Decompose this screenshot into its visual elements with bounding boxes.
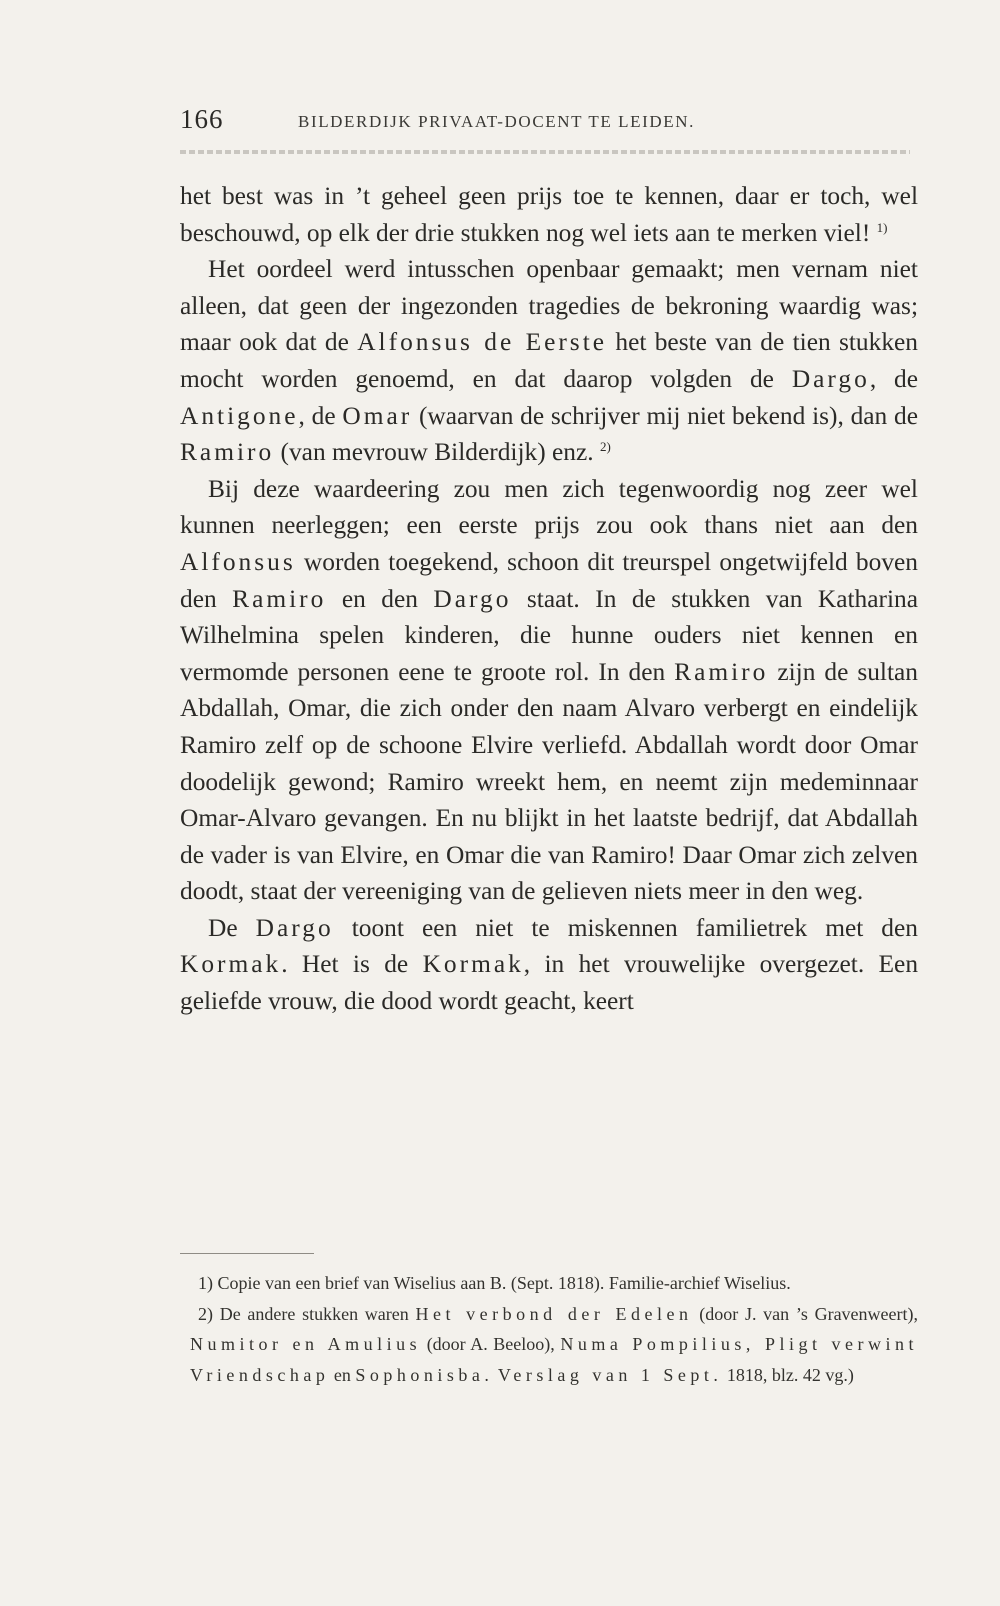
text-run: . Het is de bbox=[281, 950, 409, 979]
text-run: en den bbox=[341, 584, 418, 613]
body-text bbox=[180, 178, 918, 1020]
paragraph-1 bbox=[180, 178, 918, 251]
title-omar: Omar bbox=[342, 401, 413, 430]
footnote-2 bbox=[190, 1299, 918, 1391]
title-numitor: Numitor en Amulius bbox=[190, 1334, 422, 1354]
text-run: Het oordeel werd intusschen openbaar gemaakt; men vernam niet alleen, dat geen der ingezonden tragedies de bekroning waardig was; maar ook dat de bbox=[180, 255, 918, 357]
text-run: zijn de sultan Abdallah, Omar, die zich onder den naam Alvaro verbergt en eindelijk Ramiro zelf op de schoone Elvire verliefd. Abdallah wordt door Omar doodelijk gewond; Ramiro wreekt hem, en neemt zijn medeminnaar Omar-Alvaro gevangen. En nu blijkt in het laatste bedrijf, dat Abdallah de vader is van Elvire, en Omar die van Ramiro! Daar Omar zich zelven doodt, staat der vereeniging van de gelieven niets meer in den weg. bbox=[180, 657, 918, 906]
title-antigone: Antigone bbox=[180, 401, 299, 430]
title-kormak: Kormak bbox=[422, 950, 524, 979]
text-run: Bij deze waardeering zou men zich tegenwoordig nog zeer wel kunnen neerleggen; een eerste prijs zou ook thans niet aan den bbox=[180, 474, 918, 540]
title-alfonsus: Alfonsus de Eerste bbox=[357, 328, 608, 357]
title-dargo: Dargo bbox=[433, 584, 512, 613]
footnotes bbox=[190, 1268, 918, 1390]
footnote-rule bbox=[180, 1253, 314, 1254]
running-title: BILDERDIJK PRIVAAT-DOCENT TE LEIDEN. bbox=[298, 112, 695, 131]
page-number: 166 bbox=[180, 104, 224, 134]
page-header bbox=[180, 104, 910, 144]
text-run: , de bbox=[298, 401, 336, 430]
title-dargo: Dargo bbox=[791, 364, 870, 393]
paragraph-3 bbox=[180, 471, 918, 910]
text-run: 1818, blz. 42 vg.) bbox=[726, 1364, 854, 1385]
text-run: (waarvan de schrijver mij niet bekend is), dan de bbox=[418, 401, 918, 430]
title-kormak: Kormak bbox=[180, 950, 282, 979]
text-run: worden toegekend, schoon dit treurspel ongetwijfeld boven den bbox=[180, 547, 918, 613]
text-run: De bbox=[208, 913, 238, 942]
title-ramiro: Ramiro bbox=[674, 657, 769, 686]
verslag-ref: Verslag van 1 Sept. bbox=[497, 1364, 723, 1385]
paragraph-2 bbox=[180, 251, 918, 471]
text-run: , de bbox=[869, 364, 918, 393]
title-alfonsus: Alfonsus bbox=[180, 547, 296, 576]
text-run: (door J. van ’s Gravenweert), bbox=[699, 1303, 919, 1324]
paragraph-4 bbox=[180, 910, 918, 1020]
title-sophonisba: Sophonisba. bbox=[355, 1364, 494, 1385]
text-run: het beste van de tien stukken mocht worden genoemd, en dat daarop volgden de bbox=[180, 328, 918, 393]
text-run: en bbox=[333, 1364, 351, 1385]
footnote-ref-1: 1) bbox=[876, 219, 888, 235]
text-run: (door A. Beeloo), bbox=[426, 1334, 555, 1354]
text-run: (van mevrouw Bilderdijk) enz. bbox=[280, 438, 594, 467]
title-numa: Numa Pompilius, Pligt verwint Vriendschap bbox=[190, 1334, 919, 1385]
text-run: staat. In de stukken van Katharina Wilhelmina spelen kinderen, die hunne ouders niet kennen en vermomde personen eene te groote rol. In den bbox=[180, 584, 918, 686]
title-verbond: Het verbond der Edelen bbox=[415, 1303, 693, 1324]
title-dargo: Dargo bbox=[255, 913, 334, 942]
text-run: toont een niet te miskennen familietrek met den bbox=[351, 913, 918, 942]
text-run: , in het vrouwelijke overgezet. Een geliefde vrouw, die dood wordt geacht, keert bbox=[180, 950, 919, 1016]
title-ramiro: Ramiro bbox=[180, 438, 275, 467]
text-run: 2) De andere stukken waren bbox=[198, 1303, 409, 1324]
text-run: het best was in ’t geheel geen prijs toe te kennen, daar er toch, wel beschouwd, op elk der drie stukken nog wel iets aan te merken viel! bbox=[180, 182, 918, 247]
header-rule bbox=[180, 150, 910, 154]
title-ramiro: Ramiro bbox=[232, 584, 327, 613]
footnote-ref-2: 2) bbox=[599, 439, 611, 455]
footnote-1: 1) Copie van een brief van Wiselius aan B. (Sept. 1818). Familie-archief Wiselius. bbox=[198, 1273, 791, 1293]
